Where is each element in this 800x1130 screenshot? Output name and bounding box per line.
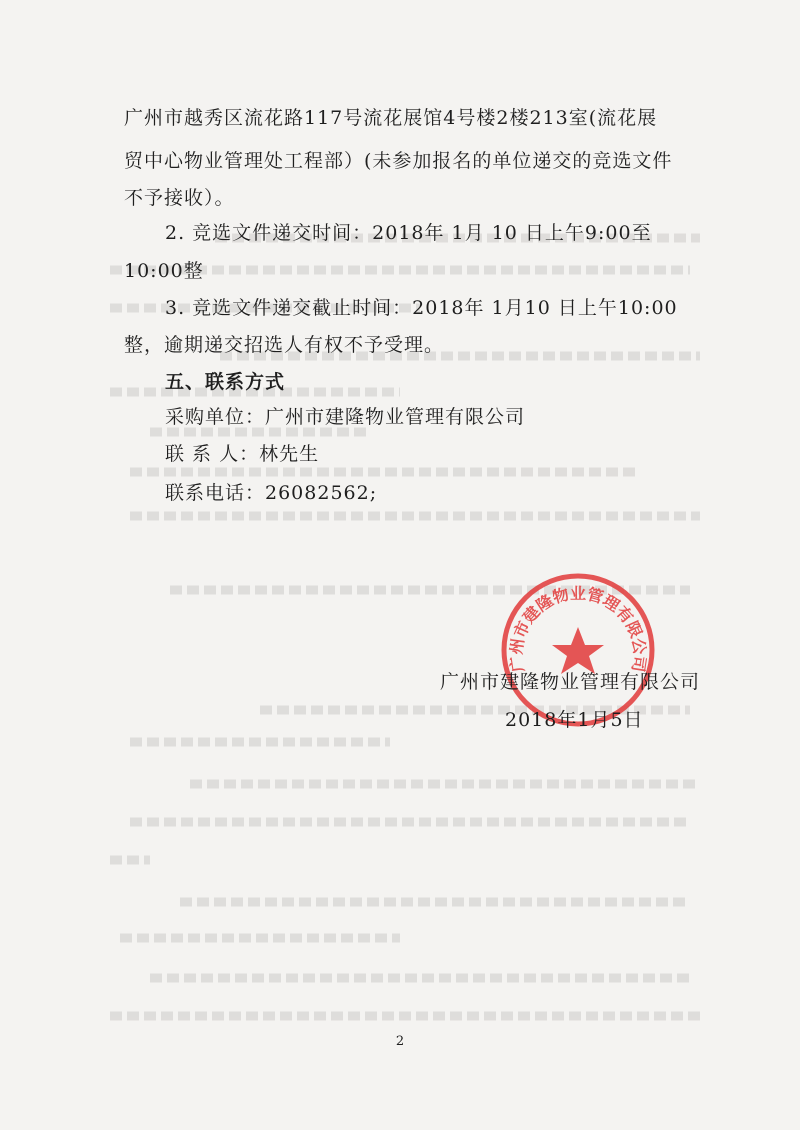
purchasing-unit: 采购单位：广州市建隆物业管理有限公司 bbox=[165, 406, 526, 428]
location-line-3: 不予接收）。 bbox=[124, 187, 235, 209]
submission-time-line: 2. 竞选文件递交时间：2018年 1月 10 日上午9:00至 bbox=[165, 222, 652, 244]
seal-text: 广州市建隆物业管理有限公司 bbox=[506, 583, 650, 674]
deadline-note: 整，逾期递交招选人有权不予受理。 bbox=[124, 334, 445, 356]
contact-phone: 联系电话：26082562; bbox=[165, 482, 378, 504]
deadline-line: 3. 竞选文件递交截止时间：2018年 1月10 日上午10:00 bbox=[165, 297, 678, 319]
contact-heading: 五、联系方式 bbox=[165, 371, 286, 393]
signature-company: 广州市建隆物业管理有限公司 bbox=[440, 671, 701, 693]
submission-time-end: 10:00整 bbox=[124, 260, 204, 282]
page-number: 2 bbox=[395, 1034, 405, 1049]
location-line-2: 贸中心物业管理处工程部）(未参加报名的单位递交的竞选文件 bbox=[124, 150, 673, 172]
contact-person: 联 系 人：林先生 bbox=[165, 443, 320, 465]
signature-date: 2018年1月5日 bbox=[505, 709, 644, 731]
location-line-1: 广州市越秀区流花路117号流花展馆4号楼2楼213室(流花展 bbox=[124, 107, 658, 129]
